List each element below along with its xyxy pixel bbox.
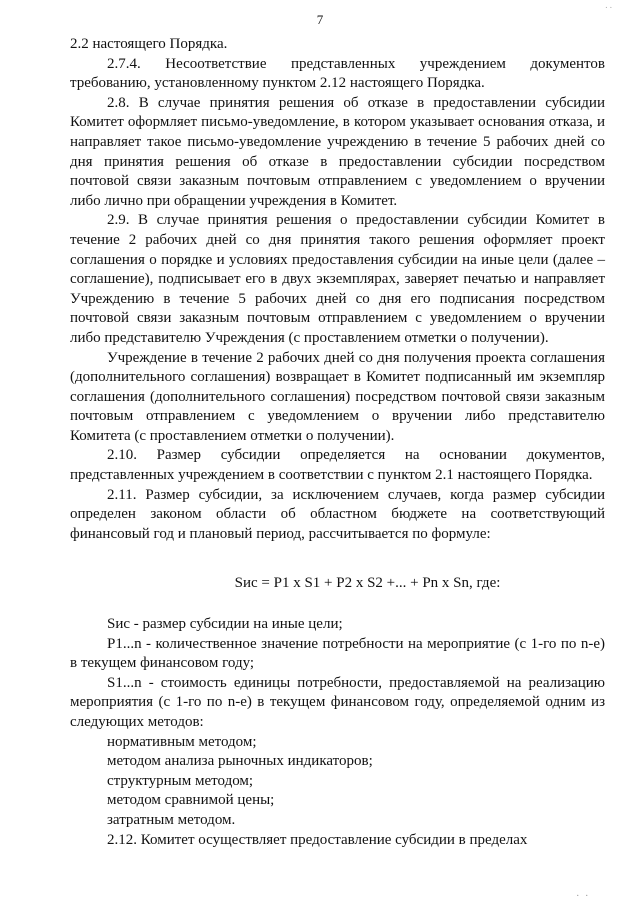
method-item: методом сравнимой цены; [107, 792, 275, 809]
paragraph: 2.10. Размер субсидии определяется на основании документов, представленных учреждением в соответствии с пунктом 2.1 настоящего Порядка. [70, 447, 605, 484]
paragraph: 2.9. В случае принятия решения о предоставлении субсидии Комитет в течение 2 рабочих дней со дня принятия такого решения оформляет проект соглашения о порядке и условиях предоставления субсидии на иные цели (далее – соглашение), подписывает его в двух экземплярах, заверяет печатью и направляет Учреждению в течение 5 рабочих дней со дня его подписания посредством почтовой связи заказным почтовым отправлением с уведомлением о вручении либо представителю Учреждения (с проставлением отметки о получении). [70, 212, 605, 346]
formula: Sис = P1 x S1 + P2 x S2 +... + Pn x Sn, где: [234, 575, 501, 592]
paragraph: Учреждение в течение 2 рабочих дней со дня получения проекта соглашения (дополнительного соглашения) возвращает в Комитет подписанный им экземпляр соглашения (дополнительного соглашения) посредством почтовой связи заказным почтовым отправлением с уведомлением о вручении либо представителю Комитета (с проставлением отметки о получении). [70, 349, 605, 444]
paragraph: 2.11. Размер субсидии, за исключением случаев, когда размер субсидии определен законом области об областном бюджете на соответствующий финансовый год и плановый период, рассчитывается по формуле: [70, 486, 605, 542]
method-item: нормативным методом; [107, 733, 257, 750]
definition: S1...n - стоимость единицы потребности, предоставляемой на реализацию мероприятия (с 1-го по n-е) в текущем финансовом году, определяемой одним из следующих методов: [70, 674, 605, 730]
method-item: затратным методом. [107, 811, 236, 828]
definition: Sис - размер субсидии на иные цели; [107, 616, 343, 633]
definition: P1...n - количественное значение потребности на мероприятие (с 1-го по n-е) в текущем финансовом году; [70, 635, 605, 672]
paragraph: 2.7.4. Несоответствие представленных учреждением документов требованию, установленному пунктом 2.12 настоящего Порядка. [70, 55, 605, 92]
scan-mark: . . [576, 888, 590, 899]
method-item: структурным методом; [107, 772, 254, 789]
page-number: 7 [316, 12, 324, 27]
paragraph: 2.2 настоящего Порядка. [70, 36, 228, 52]
scan-mark: . . [605, 0, 612, 10]
document-body [70, 35, 605, 850]
paragraph: 2.12. Комитет осуществляет предоставление субсидии в пределах [107, 831, 528, 848]
paragraph: 2.8. В случае принятия решения об отказе в предоставлении субсидии Комитет оформляет письмо-уведомление, в котором указывает основания отказа, и направляет такое письмо-уведомление учреждению в течение 5 рабочих дней со дня принятия решения об отказе в предоставлении субсидии посредством почтовой связи заказным почтовым отправлением с уведомлением о вручении либо лично при обращении учреждения в Комитет. [70, 94, 605, 209]
method-item: методом анализа рыночных индикаторов; [107, 753, 373, 770]
